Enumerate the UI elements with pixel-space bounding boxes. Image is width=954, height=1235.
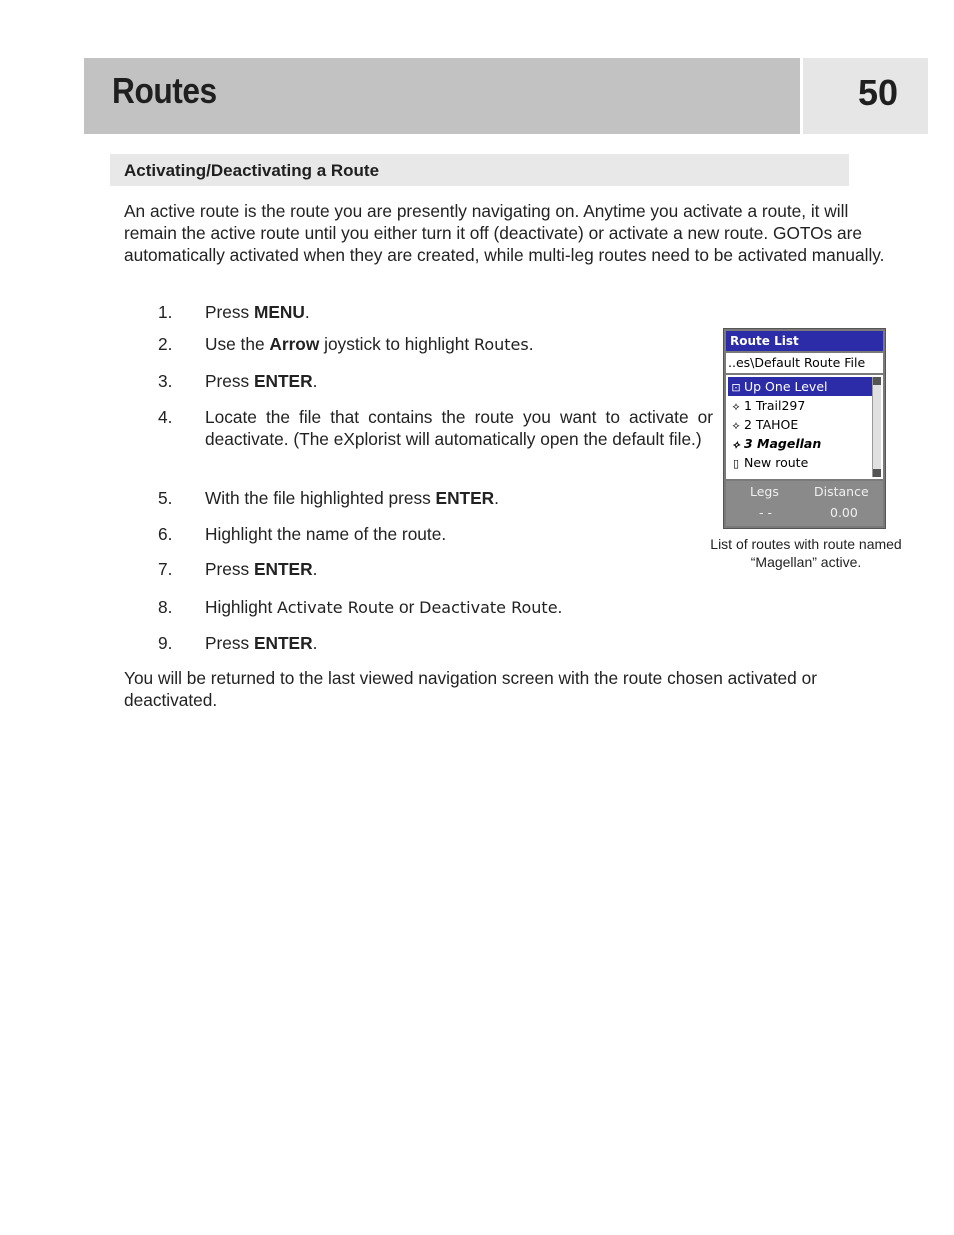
section-heading-bar bbox=[110, 154, 849, 186]
section-title: Activating/Deactivating a Route bbox=[124, 161, 380, 180]
device-file-path: ..es\Default Route File bbox=[726, 353, 883, 373]
list-item-active bbox=[728, 434, 873, 453]
device-route-list bbox=[726, 375, 883, 479]
list-item bbox=[728, 396, 873, 415]
step-number: 3. bbox=[158, 371, 173, 391]
device-screenshot bbox=[723, 328, 886, 529]
page-number: 50 bbox=[857, 72, 898, 113]
scroll-up-icon bbox=[873, 377, 881, 385]
new-file-icon: ▯ bbox=[732, 457, 740, 470]
device-title: Route List bbox=[726, 331, 883, 351]
key-menu: MENU bbox=[253, 302, 305, 322]
folder-up-icon: ⊡ bbox=[731, 381, 741, 394]
page-number-box bbox=[803, 58, 928, 134]
list-item-label: 2 TAHOE bbox=[744, 417, 799, 432]
intro-paragraph: An active route is the route you are presently navigating on. Anytime you activate a route, it will remain the active route until you either turn it off (deactivate) or activate a new route. GOTOs are automatically activated when they are created, while multi-leg routes need to be activated manually. bbox=[124, 201, 885, 265]
list-item-label: New route bbox=[744, 455, 809, 470]
step-number: 4. bbox=[158, 407, 173, 427]
step-punct: . bbox=[312, 371, 318, 391]
step-text: Highlight the name of the route. bbox=[205, 524, 447, 544]
key-arrow: Arrow bbox=[269, 334, 320, 354]
step-punct: . bbox=[312, 633, 318, 653]
step-punct: . bbox=[557, 597, 563, 617]
step-text: With the file highlighted press bbox=[205, 488, 436, 508]
ui-label-activate-route: Activate Route bbox=[277, 598, 395, 617]
route-icon: ⟡ bbox=[732, 419, 740, 432]
device-scrollbar bbox=[872, 377, 881, 477]
list-item bbox=[728, 453, 873, 472]
key-enter: ENTER bbox=[435, 488, 495, 508]
closing-paragraph: You will be returned to the last viewed navigation screen with the route chosen activated or deactivated. bbox=[124, 668, 817, 710]
step-number: 5. bbox=[158, 488, 173, 508]
scroll-down-icon bbox=[873, 469, 881, 477]
figure-caption: List of routes with route named “Magellan” active. bbox=[710, 536, 902, 570]
list-item bbox=[728, 415, 873, 434]
step-text: Locate the file that contains the route you want to activate or deactivate. (The eXplorist will automatically open the default file.) bbox=[205, 407, 713, 450]
step-number: 6. bbox=[158, 524, 173, 544]
step-text: Press bbox=[205, 559, 254, 579]
step-number: 9. bbox=[158, 633, 173, 653]
step-text: Press bbox=[205, 633, 254, 653]
step-number: 1. bbox=[158, 302, 173, 322]
list-item bbox=[728, 377, 873, 396]
ui-label-deactivate-route: Deactivate Route bbox=[419, 598, 558, 617]
device-footer bbox=[726, 481, 883, 526]
legs-value: - - bbox=[759, 505, 772, 520]
step-punct: . bbox=[528, 334, 534, 354]
page-title: Routes bbox=[112, 70, 217, 111]
distance-value: 0.00 bbox=[830, 505, 858, 520]
step-number: 8. bbox=[158, 597, 173, 617]
step-punct: . bbox=[312, 559, 318, 579]
route-icon: ⟡ bbox=[732, 400, 740, 413]
step-text: joystick to highlight bbox=[319, 334, 474, 354]
step-punct: . bbox=[304, 302, 310, 322]
step-text: Highlight bbox=[205, 597, 278, 617]
legs-label: Legs bbox=[750, 484, 779, 499]
step-number: 7. bbox=[158, 559, 173, 579]
route-icon: ⟡ bbox=[732, 438, 740, 451]
step-punct: . bbox=[494, 488, 499, 508]
list-item-label: Up One Level bbox=[744, 379, 828, 394]
key-enter: ENTER bbox=[253, 559, 313, 579]
step-text: or bbox=[394, 597, 420, 617]
step-text: Press bbox=[205, 302, 254, 322]
step-text: Use the bbox=[205, 334, 270, 354]
ui-label-routes: Routes bbox=[473, 335, 529, 354]
distance-label: Distance bbox=[814, 484, 869, 499]
step-number: 2. bbox=[158, 334, 173, 354]
key-enter: ENTER bbox=[253, 633, 313, 653]
key-enter: ENTER bbox=[253, 371, 313, 391]
list-item-label: 1 Trail297 bbox=[744, 398, 806, 413]
header-bar bbox=[84, 58, 800, 134]
step-text: Press bbox=[205, 371, 254, 391]
list-item-label: 3 Magellan bbox=[744, 436, 822, 451]
